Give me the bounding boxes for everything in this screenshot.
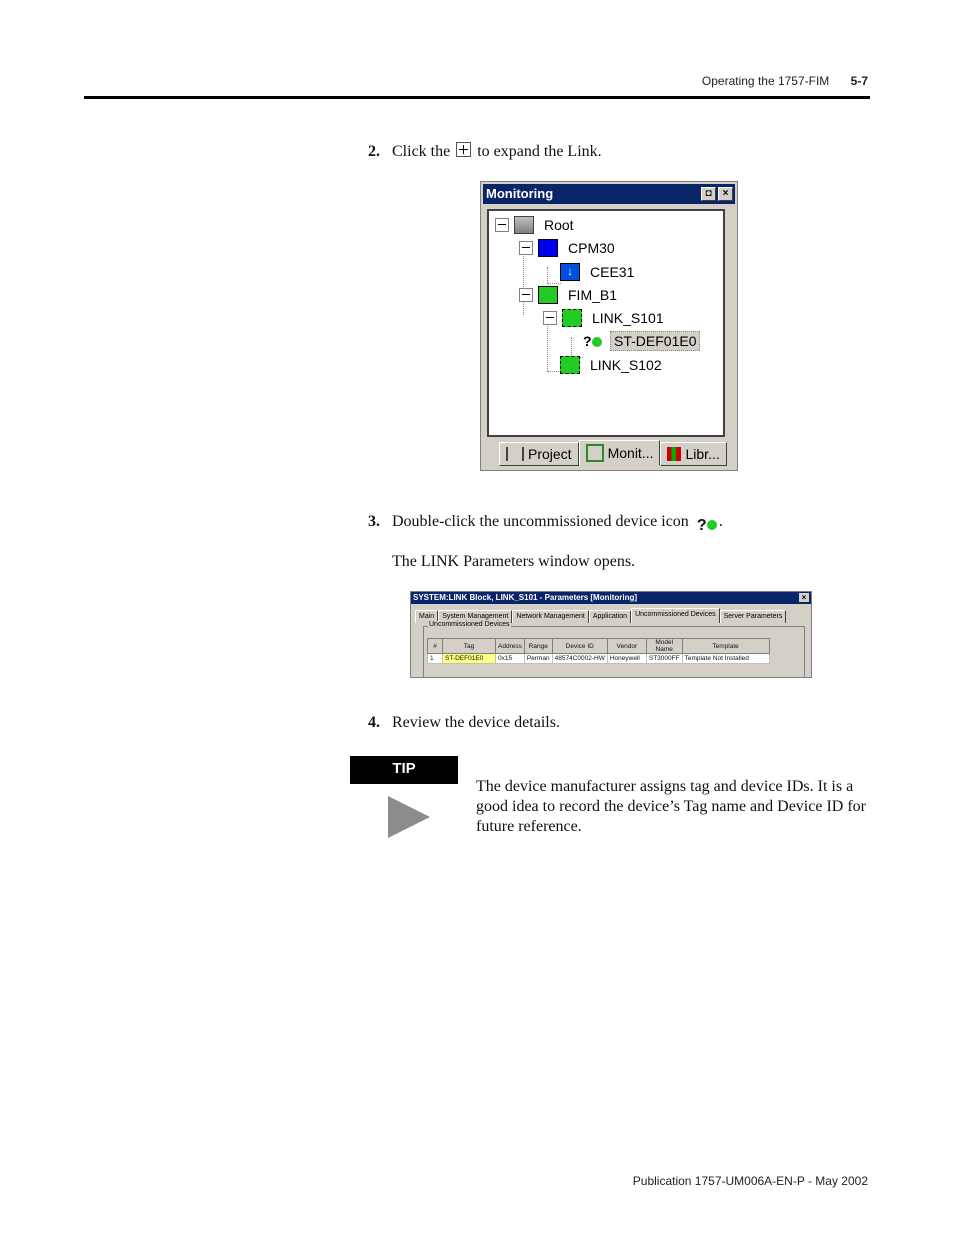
group-label: Uncommissioned Devices xyxy=(429,621,510,628)
tip-text: The device manufacturer assigns tag and device IDs. It is a good idea to record the device’s Tag name and Device ID for future reference. xyxy=(476,778,866,835)
link-parameters-window xyxy=(410,591,812,678)
column-header[interactable]: Range xyxy=(524,639,552,654)
tree-node-root[interactable]: Root xyxy=(495,215,577,235)
window-title: SYSTEM:LINK Block, LINK_S101 - Parameters [Monitoring] xyxy=(413,593,638,602)
monitoring-icon xyxy=(586,444,604,462)
tab-server-parameters[interactable]: Server Parameters xyxy=(720,610,787,623)
window-title-bar xyxy=(483,184,735,204)
tab-network-management[interactable]: Network Management xyxy=(512,610,588,623)
computer-icon xyxy=(514,216,534,234)
collapse-icon[interactable] xyxy=(519,288,533,302)
uncommissioned-devices-table xyxy=(427,638,770,664)
window-title-bar xyxy=(411,592,811,604)
tree-node-cpm30[interactable]: CPM30 xyxy=(519,238,618,258)
tab-main[interactable]: Main xyxy=(415,610,438,623)
step-text: to expand the Link. xyxy=(477,143,602,160)
chapter-title: Operating the 1757-FIM xyxy=(701,74,830,88)
step-3: 3. Double-click the uncommissioned device icon ? . xyxy=(368,513,723,534)
window-title: Monitoring xyxy=(486,186,554,201)
table-row[interactable]: 1 ST-DEF01E0 0x15 Perman 48574C0002-HW Honeywell ST3000FF Template Not Installed xyxy=(428,654,770,664)
tab-application[interactable]: Application xyxy=(589,610,631,623)
close-icon[interactable]: × xyxy=(718,187,733,201)
column-header[interactable]: Model Name xyxy=(646,639,682,654)
column-header[interactable]: Template xyxy=(682,639,769,654)
expand-plus-icon xyxy=(456,142,471,157)
page-header xyxy=(702,74,868,88)
publication-footer: Publication 1757-UM006A-EN-P - May 2002 xyxy=(632,1174,868,1188)
tab-system-management[interactable]: System Management xyxy=(438,610,512,623)
tip-arrow-icon xyxy=(388,796,430,838)
column-header[interactable]: Vendor xyxy=(607,639,646,654)
close-icon[interactable]: × xyxy=(799,593,809,602)
header-rule xyxy=(84,96,870,99)
tab-uncommissioned-devices[interactable]: Uncommissioned Devices xyxy=(631,608,720,623)
uncommissioned-device-icon: ? xyxy=(697,516,719,536)
collapse-icon[interactable] xyxy=(519,241,533,255)
tree-view[interactable] xyxy=(487,209,725,437)
column-header[interactable]: Tag xyxy=(443,639,496,654)
pin-icon[interactable]: ◘ xyxy=(701,187,716,201)
step-text: Click the xyxy=(392,143,451,160)
cee-icon: ↓ xyxy=(560,263,580,281)
tree-node-cee31[interactable]: ↓ CEE31 xyxy=(560,262,637,282)
step-4 xyxy=(368,713,560,733)
page-number: 5-7 xyxy=(850,74,868,88)
cpm-icon xyxy=(538,239,558,257)
tree-node-fim-b1[interactable]: FIM_B1 xyxy=(519,285,620,305)
project-icon xyxy=(506,447,524,461)
tree-node-st-def01e0[interactable]: ? ST-DEF01E0 xyxy=(583,331,700,351)
link-icon xyxy=(560,356,580,374)
tab-project[interactable]: Project xyxy=(499,442,579,466)
step-text: Double-click the uncommissioned device icon xyxy=(392,513,689,530)
table-header-row xyxy=(428,639,770,654)
tab-monitoring[interactable]: Monit... xyxy=(579,440,661,465)
fim-icon xyxy=(538,286,558,304)
step-number: 3. xyxy=(368,513,380,530)
tree-node-link-s101[interactable]: LINK_S101 xyxy=(543,308,667,328)
step-3-result: The LINK Parameters window opens. xyxy=(392,553,636,570)
tip-label: TIP xyxy=(350,756,458,784)
window-tabs xyxy=(499,442,727,466)
link-icon xyxy=(562,309,582,327)
column-header[interactable]: # xyxy=(428,639,443,654)
step-2 xyxy=(368,142,602,162)
tree-node-link-s102[interactable]: LINK_S102 xyxy=(560,355,665,375)
monitoring-window xyxy=(480,181,738,471)
uncommissioned-device-icon: ? xyxy=(583,332,603,350)
column-header[interactable]: Address xyxy=(496,639,525,654)
collapse-icon[interactable] xyxy=(543,311,557,325)
library-books-icon xyxy=(667,447,681,461)
tab-library[interactable]: Libr... xyxy=(660,442,726,466)
step-number: 2. xyxy=(368,143,380,160)
column-header[interactable]: Device ID xyxy=(552,639,607,654)
collapse-icon[interactable] xyxy=(495,218,509,232)
step-number: 4. xyxy=(368,714,380,731)
step-text: Review the device details. xyxy=(392,714,560,731)
